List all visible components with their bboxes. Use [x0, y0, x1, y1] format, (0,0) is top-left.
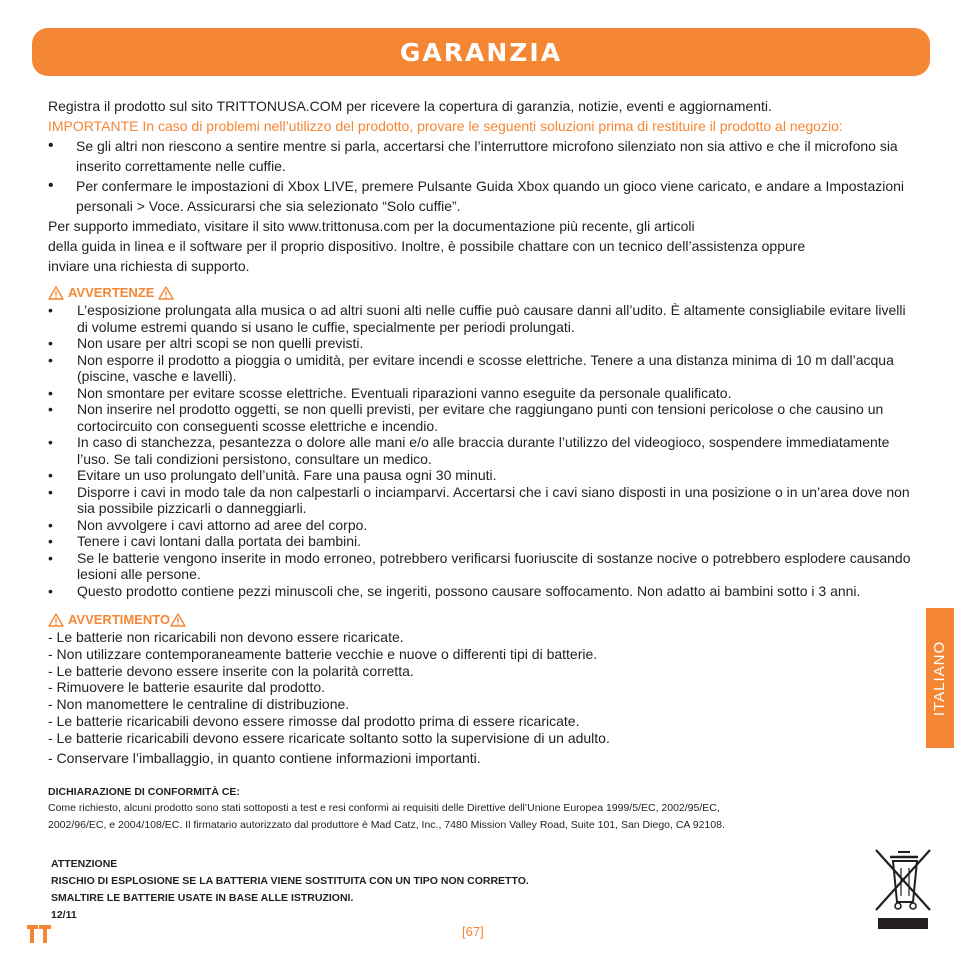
bullet-icon: •: [48, 302, 53, 318]
avvertenze-heading: [48, 284, 914, 302]
attention-title: ATTENZIONE: [51, 858, 118, 870]
page-title: GARANZIA: [399, 37, 563, 67]
bullet-icon: •: [48, 582, 53, 599]
avvertenze-title: AVVERTENZE: [68, 285, 155, 300]
declaration-text-1: Come richiesto, alcuni prodotto sono stati sottoposti a test e resi conformi ai requisiti delle Direttive dell’Unione Europea 1999/5/EC, 2002/95/EC,: [48, 802, 720, 815]
bullet-icon: •: [48, 384, 53, 401]
warning-text: Non esporre il prodotto a pioggia o umidità, per evitare incendi e scosse elettriche. Tenere a una distanza minima di 10 m dall’acqua (piscine, vasche e lavelli).: [77, 351, 894, 384]
tips-list: [48, 136, 914, 216]
warning-text: Non avvolgere i cavi attorno ad aree del corpo.: [77, 516, 368, 533]
warning-text: Disporre i cavi in modo tale da non calpestarli o inciamparvi. Accertarsi che i cavi siano disposti in una posizione o in un’area dove non sia possibile pizzicarli o danneggiarli.: [77, 483, 910, 516]
list-item: [48, 385, 914, 402]
bullet-icon: •: [48, 516, 53, 533]
bullet-icon: •: [48, 483, 53, 500]
page-number: [67]: [462, 924, 484, 939]
warning-text: Evitare un uso prolungato dell’unità. Fare una pausa ogni 30 minuti.: [77, 467, 497, 483]
title-banner: [32, 28, 930, 76]
list-item: [48, 401, 914, 434]
avvertimento-title: AVVERTIMENTO: [68, 612, 171, 627]
register-text: Registra il prodotto sul sito TRITTONUSA.COM per ricevere la copertura di garanzia, notizie, eventi e aggiornamenti.: [48, 98, 772, 114]
warning-icon: [170, 613, 186, 627]
list-item: [48, 550, 914, 583]
important-text: IMPORTANTE In caso di problemi nell’utilizzo del prodotto, provare le seguenti soluzioni prima di restituire il prodotto al negozio:: [48, 118, 843, 134]
declaration-text-2: 2002/96/EC, e 2004/108/EC. Il firmatario autorizzato dal produttore è Mad Catz, Inc., 7480 Mission Valley Road, Suite 101, San Diego, CA 92108.: [48, 819, 725, 832]
list-item: [48, 176, 914, 216]
list-item: [48, 335, 914, 352]
list-item: [48, 583, 914, 600]
battery-warning-item: - Rimuovere le batterie esaurite dal prodotto.: [48, 679, 326, 696]
attention-date: 12/11: [51, 909, 77, 921]
battery-warning-item: - Le batterie ricaricabili devono essere ricaricate soltanto sotto la supervisione di un adulto.: [48, 729, 610, 746]
warning-icon: [48, 286, 64, 300]
list-item: [48, 467, 914, 484]
weee-bin-icon: [872, 848, 934, 930]
support-text-1: Per supporto immediato, visitare il sito www.trittonusa.com per la documentazione più recente, gli articoli: [48, 218, 695, 234]
attention-text-2: SMALTIRE LE BATTERIE USATE IN BASE ALLE ISTRUZIONI.: [51, 892, 354, 904]
bullet-icon: •: [48, 533, 53, 549]
bullet-icon: •: [48, 549, 53, 566]
list-item: [48, 434, 914, 467]
battery-warning-item: - Le batterie ricaricabili devono essere rimosse dal prodotto prima di essere ricaricate.: [48, 712, 580, 729]
battery-warning-item: - Le batterie non ricaricabili non devono essere ricaricate.: [48, 629, 404, 645]
warning-icon: [48, 613, 64, 627]
battery-warning-item: - Le batterie devono essere inserite con la polarità corretta.: [48, 662, 414, 679]
tip-text: Se gli altri non riescono a sentire mentre si parla, accertarsi che l’interruttore microfono silenziato non sia attivo e che il microfono sia inserito correttamente nelle cuffie.: [76, 138, 898, 174]
warning-icon: [158, 286, 174, 300]
attention-text-1: RISCHIO DI ESPLOSIONE SE LA BATTERIA VIENE SOSTITUITA CON UN TIPO NON CORRETTO.: [51, 875, 529, 887]
declaration-title: DICHIARAZIONE DI CONFORMITÀ CE:: [48, 786, 240, 799]
list-item: [48, 517, 914, 534]
list-item: [48, 533, 914, 550]
bullet-icon: •: [48, 177, 54, 194]
battery-warning-item: - Non utilizzare contemporaneamente batterie vecchie e nuove o differenti tipi di batterie.: [48, 645, 598, 662]
avvertimento-heading: [48, 611, 914, 629]
warning-text: Questo prodotto contiene pezzi minuscoli che, se ingeriti, possono causare soffocamento. Non adatto ai bambini sotto i 3 anni.: [77, 582, 861, 599]
bullet-icon: •: [48, 467, 53, 483]
tritton-logo-icon: [26, 924, 52, 944]
warning-text: In caso di stanchezza, pesantezza o dolore alle mani e/o alle braccia durante l’utilizzo del videogioco, sospendere immediatamente l’uso. Se tali condizioni persistono, consultare un medico.: [77, 434, 890, 467]
list-item: [48, 136, 914, 176]
list-item: [48, 302, 914, 335]
attention-block: [51, 856, 529, 924]
warning-text: Se le batterie vengono inserite in modo erroneo, potrebbero verificarsi fuoriuscite di sostanze nocive o potrebbero esplodere causando lesioni alle persone.: [77, 549, 911, 582]
list-item: [48, 352, 914, 385]
bullet-icon: •: [48, 401, 53, 417]
avvertimento-list: [48, 629, 914, 766]
bullet-icon: •: [48, 335, 53, 351]
language-tab: [926, 608, 954, 748]
language-label: ITALIANO: [931, 640, 949, 716]
tip-text: Per confermare le impostazioni di Xbox LIVE, premere Pulsante Guida Xbox quando un gioco viene caricato, e andare a Impostazioni personali > Voce. Assicurarsi che sia selezionato “Solo cuffie”.: [76, 178, 905, 214]
bullet-icon: •: [48, 351, 53, 368]
content: [48, 96, 914, 834]
list-item: [48, 484, 914, 517]
battery-warning-item: - Non manomettere le centraline di distribuzione.: [48, 696, 350, 713]
bullet-icon: •: [48, 137, 54, 154]
warning-text: Tenere i cavi lontani dalla portata dei bambini.: [77, 533, 362, 549]
avvertenze-list: [48, 302, 914, 599]
warning-text: Non usare per altri scopi se non quelli previsti.: [77, 335, 364, 351]
warning-text: Non smontare per evitare scosse elettriche. Eventuali riparazioni vanno eseguite da personale qualificato.: [77, 384, 732, 401]
support-text-3: inviare una richiesta di supporto.: [48, 258, 250, 274]
warning-text: Non inserire nel prodotto oggetti, se non quelli previsti, per evitare che raggiungano punti con tensioni pericolose o che causino un cortocircuito con conseguenti scosse elettriche e incendio.: [77, 401, 884, 434]
support-text-2: della guida in linea e il software per il proprio dispositivo. Inoltre, è possibile chattare con un tecnico dell’assistenza oppure: [48, 238, 806, 254]
warning-text: L’esposizione prolungata alla musica o ad altri suoni alti nelle cuffie può causare danni all’udito. È altamente consigliabile evitare livelli di volume estremi quando si usano le cuffie, specialmente per periodi prolungati.: [77, 302, 906, 335]
bullet-icon: •: [48, 434, 53, 450]
battery-warning-item: - Conservare l’imballaggio, in quanto contiene informazioni importanti.: [48, 749, 481, 766]
